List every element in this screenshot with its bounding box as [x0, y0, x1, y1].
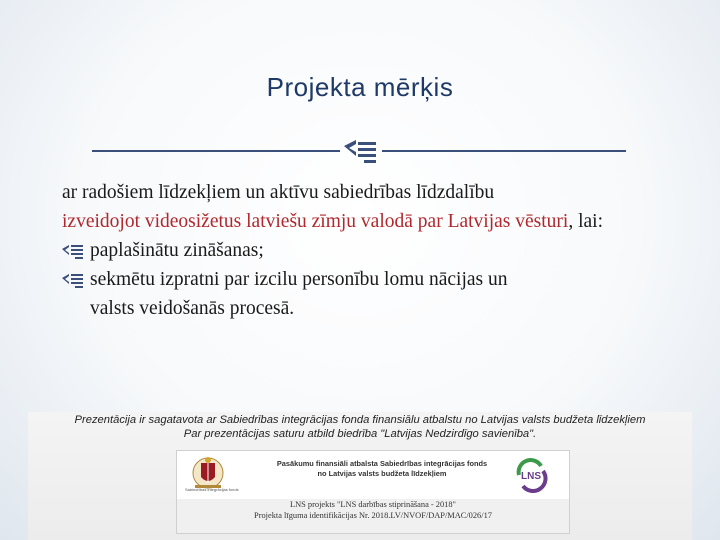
bullet-continuation: valsts veidošanās procesā. — [90, 298, 295, 319]
body-text — [62, 178, 662, 323]
lns-logo-icon — [511, 457, 551, 493]
title-divider-left — [92, 150, 340, 152]
quote-bullet-icon — [62, 243, 84, 259]
intro-tail-text: , lai: — [568, 211, 603, 232]
bullet-item — [62, 265, 662, 294]
quote-bullet-icon — [62, 272, 84, 288]
project-contract-line: Projekta līguma identifikācijas Nr. 2018.LV/NVOF/DAP/MAC/026/17 — [254, 511, 492, 520]
title-divider-right — [382, 150, 626, 152]
footer-banner — [28, 412, 692, 540]
bullet-text: sekmētu izpratni par izcilu personību lomu nācijas un — [90, 269, 508, 290]
sponsor-text-line2: no Latvijas valsts budžeta līdzekļiem — [317, 469, 447, 478]
sponsor-logo-top — [177, 451, 569, 499]
project-info — [177, 499, 569, 533]
intro-paragraph — [62, 178, 662, 236]
quote-bullet-icon — [342, 136, 378, 166]
bullet-text: paplašinātu zināšanas; — [90, 240, 264, 261]
crest-caption: Sabiedrības integrācijas fonds — [185, 487, 239, 492]
sponsor-text-line1: Pasākumu finansiāli atbalsta Sabiedrības integrācijas fonds — [276, 459, 488, 468]
intro-highlight-text: izveidojot videosižetus latviešu zīmju valodā par Latvijas vēsturi — [62, 211, 569, 232]
intro-plain-text: ar radošiem līdzekļiem un aktīvu sabiedrības līdzdalību — [62, 182, 495, 203]
project-name-line: LNS projekts "LNS darbības stiprināšana - 2018" — [290, 500, 456, 509]
footer-funding-line: Prezentācija ir sagatavota ar Sabiedrības integrācijas fonda finansiālu atbalstu no Latvijas valsts budžeta līdzekļiem — [74, 414, 646, 426]
lns-logo-text: LNS — [521, 471, 541, 482]
sponsor-logo-box — [176, 450, 570, 534]
slide-title: Projekta mērķis — [266, 72, 454, 102]
footer-responsibility-line: Par prezentācijas saturu atbild biedrība "Latvijas Nedzirdīgo savienība". — [183, 428, 537, 440]
sponsor-text — [269, 459, 495, 479]
bullet-item — [62, 236, 662, 265]
